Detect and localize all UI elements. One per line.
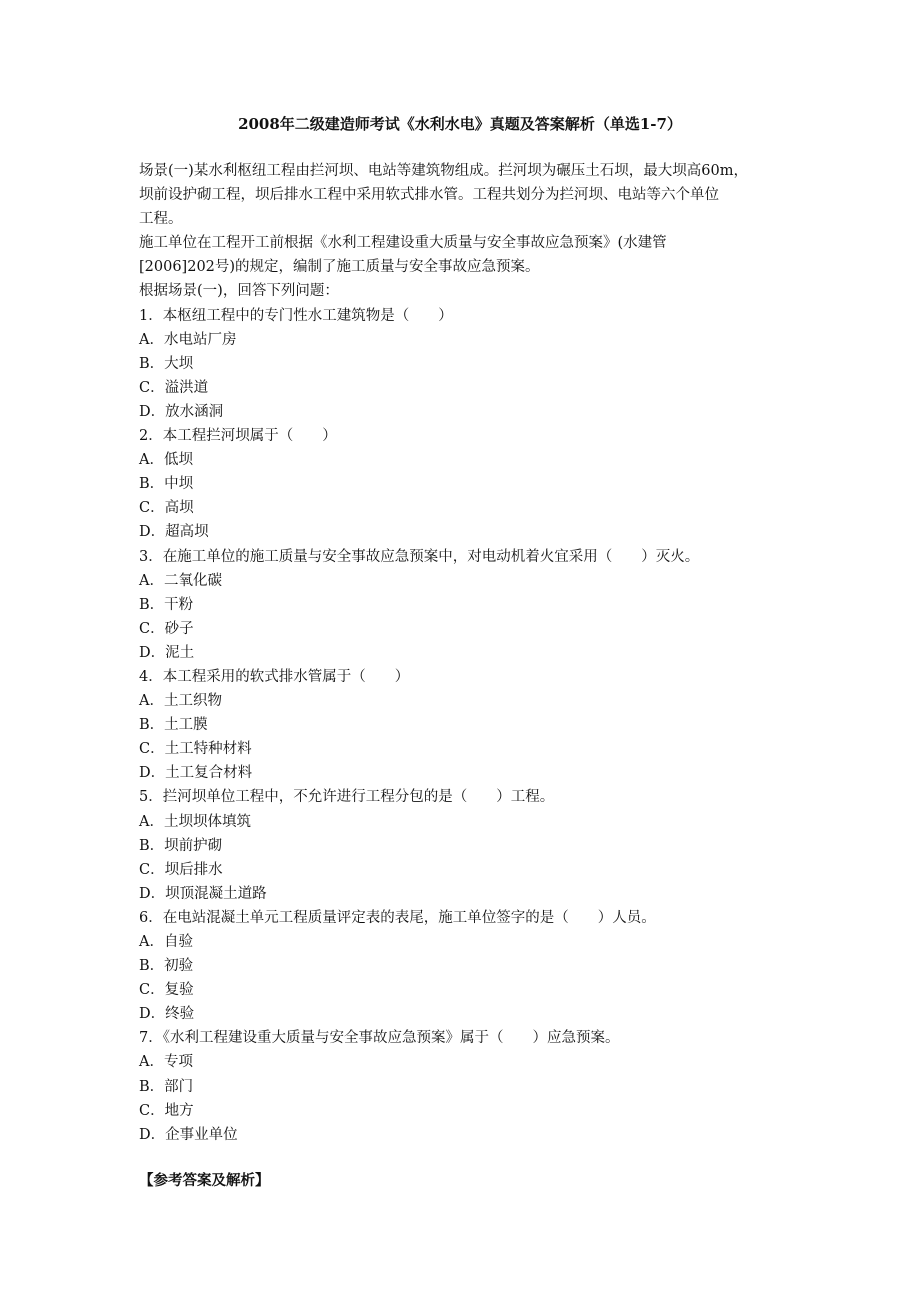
question-3 — [139, 545, 789, 665]
question-stem: 5．拦河坝单位工程中，不允许进行工程分包的是（ ）工程。 — [139, 789, 555, 806]
question-option: C．地方 — [139, 1102, 194, 1119]
question-option: B．大坝 — [139, 355, 194, 372]
question-option: C．砂子 — [139, 620, 194, 637]
question-option: C．溢洪道 — [139, 379, 209, 396]
question-option: B．土工膜 — [139, 717, 208, 734]
scenario-line: [2006]202号)的规定，编制了施工质量与安全事故应急预案。 — [139, 259, 540, 276]
question-option: D．企事业单位 — [139, 1126, 238, 1143]
question-option: A．土坝坝体填筑 — [139, 813, 251, 830]
question-stem: 3．在施工单位的施工质量与安全事故应急预案中，对电动机着火宜采用（ ）灭火。 — [139, 548, 700, 565]
scenario-line: 施工单位在工程开工前根据《水利工程建设重大质量与安全事故应急预案》(水建管 — [139, 235, 667, 252]
question-option: B．中坝 — [139, 476, 194, 493]
question-option: C．土工特种材料 — [139, 741, 252, 758]
question-option: A．自验 — [139, 934, 193, 950]
question-option: A．专项 — [139, 1054, 193, 1071]
question-1 — [139, 304, 789, 424]
question-5 — [139, 785, 789, 905]
document-title: 2008年二级建造师考试《水利水电》真题及答案解析（单选1-7） — [238, 115, 682, 133]
question-option: D．终验 — [139, 1006, 195, 1023]
document-body — [139, 159, 789, 1147]
answer-heading: 【参考答案及解析】 — [139, 1172, 270, 1189]
question-option: C．坝后排水 — [139, 861, 223, 878]
question-option: C．复验 — [139, 982, 194, 999]
question-6 — [139, 906, 789, 1026]
scenario-line: 坝前设护砌工程，坝后排水工程中采用软式排水管。工程共划分为拦河坝、电站等六个单位 — [139, 187, 719, 204]
question-stem: 6．在电站混凝土单元工程质量评定表的表尾，施工单位签字的是（ ）人员。 — [139, 909, 656, 926]
question-stem: 4．本工程采用的软式排水管属于（ ） — [139, 668, 410, 685]
scenario-line: 工程。 — [139, 211, 183, 228]
question-option: B．坝前护砌 — [139, 837, 223, 854]
question-option: D．超高坝 — [139, 524, 209, 541]
question-option: D．土工复合材料 — [139, 765, 253, 782]
question-option: A．低坝 — [139, 452, 193, 469]
question-stem: 1．本枢纽工程中的专门性水工建筑物是（ ） — [139, 307, 453, 324]
question-stem: 2．本工程拦河坝属于（ ） — [139, 428, 337, 445]
question-option: D．坝顶混凝土道路 — [139, 885, 267, 902]
question-4 — [139, 665, 789, 785]
question-option: B．干粉 — [139, 596, 194, 613]
scenario-line: 场景(一)某水利枢纽工程由拦河坝、电站等建筑物组成。拦河坝为碾压土石坝，最大坝高60m， — [139, 163, 749, 179]
question-option: D．泥土 — [139, 644, 195, 661]
question-stem: 7．《水利工程建设重大质量与安全事故应急预案》属于（ ）应急预案。 — [139, 1030, 620, 1047]
question-option: D．放水涵洞 — [139, 403, 224, 420]
question-option: A．土工织物 — [139, 693, 222, 710]
question-option: A．水电站厂房 — [139, 331, 237, 348]
question-option: B．部门 — [139, 1078, 194, 1095]
question-7 — [139, 1026, 789, 1146]
question-option: A．二氧化碳 — [139, 572, 222, 589]
scenario-prompt: 根据场景(一)，回答下列问题： — [139, 283, 339, 300]
question-2 — [139, 424, 789, 544]
question-option: B．初验 — [139, 958, 194, 975]
question-option: C．高坝 — [139, 500, 194, 517]
